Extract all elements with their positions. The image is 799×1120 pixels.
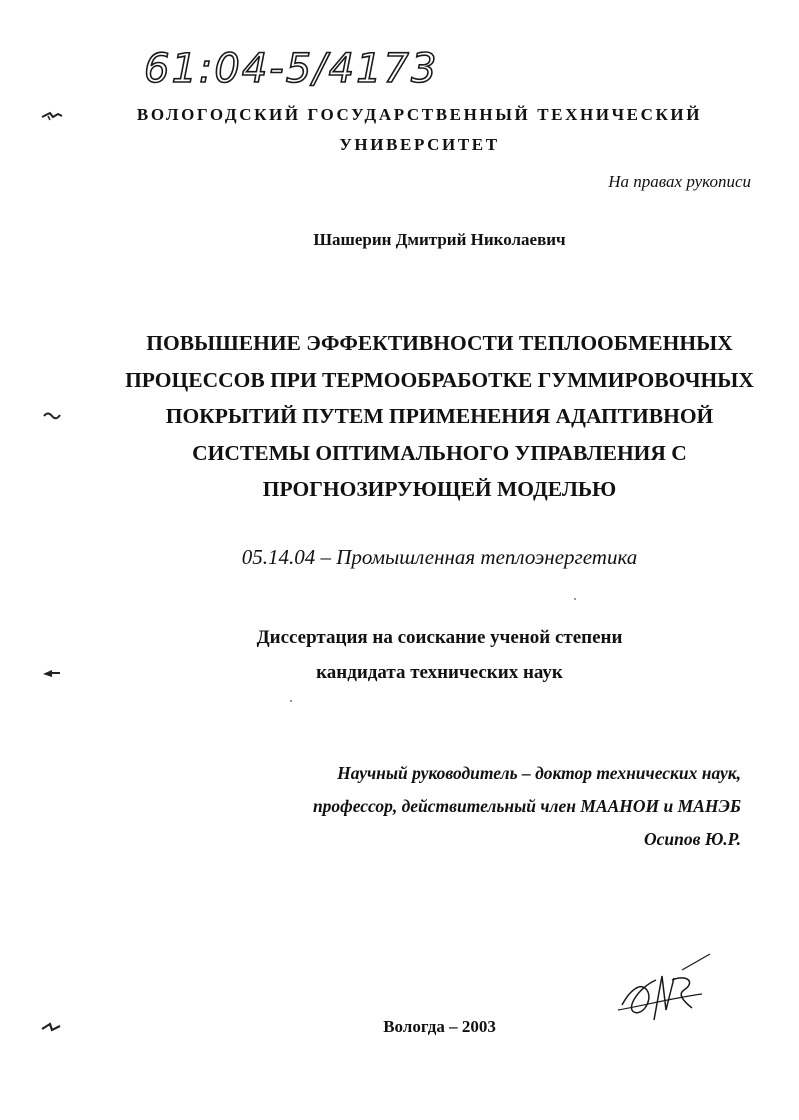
degree-line-1: Диссертация на соискание ученой степени	[256, 627, 623, 648]
manuscript-note: На правах рукописи	[608, 172, 751, 191]
city-year: Вологда – 2003	[383, 1017, 496, 1036]
archive-number-text: 61:04-5/4173	[144, 46, 439, 92]
university-line-1: ВОЛОГОДСКИЙ ГОСУДАРСТВЕННЫЙ ТЕХНИЧЕСКИЙ	[136, 105, 703, 124]
supervisor-line-2: профессор, действительный член МААНОИ и МАНЭБ	[312, 796, 741, 816]
supervisor-block	[313, 757, 741, 856]
title-line: ПРОЦЕССОВ ПРИ ТЕРМООБРАБОТКЕ ГУММИРОВОЧНЫХ	[125, 367, 754, 392]
degree-line-2: кандидата технических наук	[316, 662, 563, 683]
supervisor-name: Осипов Ю.Р.	[644, 829, 741, 849]
thesis-title	[0, 325, 799, 508]
title-line: ПОВЫШЕНИЕ ЭФФЕКТИВНОСТИ ТЕПЛООБМЕННЫХ	[146, 331, 733, 355]
supervisor-line-1: Научный руководитель – доктор технических наук,	[337, 763, 741, 783]
scan-speck	[290, 700, 292, 702]
title-line: ПОКРЫТИЙ ПУТЕМ ПРИМЕНЕНИЯ АДАПТИВНОЙ	[165, 404, 714, 428]
title-line: ПРОГНОЗИРУЮЩЕЙ МОДЕЛЬЮ	[262, 477, 617, 501]
university-line-2: УНИВЕРСИТЕТ	[339, 135, 500, 154]
university-header	[0, 100, 799, 160]
title-line: СИСТЕМЫ ОПТИМАЛЬНОГО УПРАВЛЕНИЯ С	[192, 440, 687, 465]
archive-number-handwritten	[140, 38, 470, 100]
degree-statement	[0, 620, 799, 690]
author-name: Шашерин Дмитрий Николаевич	[313, 230, 566, 249]
scan-speck	[574, 598, 576, 600]
specialty-code: 05.14.04 – Промышленная теплоэнергетика	[241, 545, 638, 569]
archive-number-glyphs	[140, 38, 470, 100]
